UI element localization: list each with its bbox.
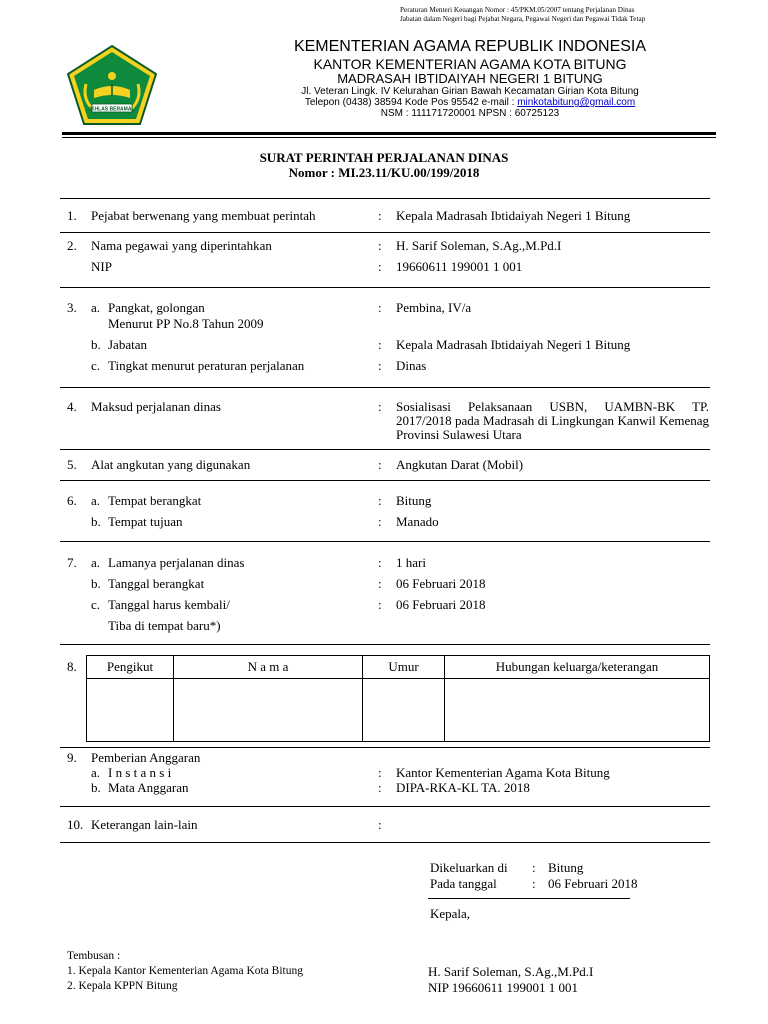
signer-name: H. Sarif Soleman, S.Ag.,M.Pd.I <box>428 964 594 979</box>
office-name: KANTOR KEMENTERIAN AGAMA KOTA BITUNG <box>313 56 627 72</box>
item-7b-prefix: b. <box>91 576 101 591</box>
phone-line <box>200 97 740 108</box>
item-3b-prefix: b. <box>91 337 101 352</box>
item-7a-colon: : <box>378 555 382 570</box>
signer-nip: NIP 19660611 199001 1 001 <box>428 980 578 995</box>
item-2-label: Nama pegawai yang diperintahkan <box>91 238 272 253</box>
item-7c-value: 06 Februari 2018 <box>396 597 486 612</box>
item-7c-colon: : <box>378 597 382 612</box>
row-line-4 <box>60 449 710 450</box>
item-10-label: Keterangan lain-lain <box>91 817 198 832</box>
item-6-number: 6. <box>67 493 77 508</box>
item-9-label: Pemberian Anggaran <box>91 750 201 765</box>
item-2-nip-value: 19660611 199001 1 001 <box>396 259 523 274</box>
logo-ribbon-text: IKHLAS BERAMAL <box>89 106 135 113</box>
row-line-7 <box>60 644 710 645</box>
cc-item-1: 1. Kepala Kantor Kementerian Agama Kota Bitung <box>67 965 303 977</box>
item-7a-prefix: a. <box>91 555 101 570</box>
item-4-number: 4. <box>67 399 77 414</box>
document-number: Nomor : MI.23.11/KU.00/199/2018 <box>288 165 480 180</box>
email-link[interactable]: minkotabitung@gmail.com <box>517 97 636 108</box>
issued-divider <box>428 898 630 899</box>
regulation-note <box>400 6 760 24</box>
item-6a-label: Tempat berangkat <box>108 493 202 508</box>
item-9b-colon: : <box>378 780 382 795</box>
item-3a-value: Pembina, IV/a <box>396 300 472 315</box>
followers-table <box>86 655 710 742</box>
item-9a-prefix: a. <box>91 765 101 780</box>
item-6b-value: Manado <box>396 514 439 529</box>
header-nama: N a m a <box>174 656 363 679</box>
item-2-nip-label: NIP <box>91 259 112 274</box>
row-line-top <box>60 198 710 199</box>
row-line-5 <box>60 480 710 481</box>
item-7c-label-2: Tiba di tempat baru*) <box>108 618 221 633</box>
cc-item-2: 2. Kepala KPPN Bitung <box>67 980 178 992</box>
item-7b-value: 06 Februari 2018 <box>396 576 486 591</box>
ministry-name: KEMENTERIAN AGAMA REPUBLIK INDONESIA <box>293 38 647 55</box>
item-3b-value: Kepala Madrasah Ibtidaiyah Negeri 1 Bitung <box>396 337 631 352</box>
item-1-colon: : <box>378 208 382 223</box>
item-2-colon: : <box>378 238 382 253</box>
issued-place-label: Dikeluarkan di <box>430 860 508 875</box>
item-6b-label: Tempat tujuan <box>108 514 183 529</box>
cc-title: Tembusan : <box>67 950 121 962</box>
item-3c-prefix: c. <box>91 358 101 373</box>
item-6b-prefix: b. <box>91 514 101 529</box>
item-9a-colon: : <box>378 765 382 780</box>
header-pengikut: Pengikut <box>87 656 174 679</box>
cell-hubungan <box>445 679 710 742</box>
row-line-10 <box>60 842 710 843</box>
item-9b-value: DIPA-RKA-KL TA. 2018 <box>396 780 530 795</box>
cell-nama <box>174 679 363 742</box>
item-1-label: Pejabat berwenang yang membuat perintah <box>91 208 316 223</box>
item-9-number: 9. <box>67 750 77 765</box>
item-8-number: 8. <box>67 659 77 674</box>
regulation-note-line-2: Jabatan dalam Negeri bagi Pejabat Negara, Pegawai Negeri dan Pegawai Tidak Tetap <box>400 15 646 23</box>
item-10-colon: : <box>378 817 382 832</box>
item-3c-label: Tingkat menurut peraturan perjalanan <box>108 358 305 373</box>
cell-umur <box>363 679 445 742</box>
item-3b-colon: : <box>378 337 382 352</box>
item-7a-label: Lamanya perjalanan dinas <box>108 555 245 570</box>
signer-role: Kepala, <box>430 906 471 921</box>
item-7-number: 7. <box>67 555 77 570</box>
item-6b-colon: : <box>378 514 382 529</box>
item-3c-colon: : <box>378 358 382 373</box>
issued-date-value: 06 Februari 2018 <box>548 876 638 891</box>
ministry-logo <box>64 44 160 128</box>
header-hubungan: Hubungan keluarga/keterangan <box>445 656 710 679</box>
item-4-colon: : <box>378 399 382 414</box>
row-line-6 <box>60 541 710 542</box>
address-line: Jl. Veteran Lingk. IV Kelurahan Girian Bawah Kecamatan Girian Kota Bitung <box>301 86 639 97</box>
issued-date-colon: : <box>532 876 536 891</box>
item-2-number: 2. <box>67 238 77 253</box>
item-7a-value: 1 hari <box>396 555 426 570</box>
item-7b-label: Tanggal berangkat <box>108 576 205 591</box>
item-5-colon: : <box>378 457 382 472</box>
item-3b-label: Jabatan <box>108 337 147 352</box>
cell-pengikut <box>87 679 174 742</box>
item-6a-value: Bitung <box>396 493 432 508</box>
item-3-number: 3. <box>67 300 77 315</box>
item-3a-colon: : <box>378 300 382 315</box>
item-3c-value: Dinas <box>396 358 427 373</box>
item-5-label: Alat angkutan yang digunakan <box>91 457 251 472</box>
item-7c-label: Tanggal harus kembali/ <box>108 597 230 612</box>
item-4-label: Maksud perjalanan dinas <box>91 399 221 414</box>
followers-empty-row <box>87 679 710 742</box>
contact-info <box>200 86 740 119</box>
item-1-number: 1. <box>67 208 77 223</box>
item-3a-label-2: Menurut PP No.8 Tahun 2009 <box>108 316 264 331</box>
item-9a-value: Kantor Kementerian Agama Kota Bitung <box>396 765 610 780</box>
item-7b-colon: : <box>378 576 382 591</box>
item-3a-prefix: a. <box>91 300 101 315</box>
row-line-1 <box>60 232 710 233</box>
header-rule-thick <box>62 132 716 135</box>
item-6a-prefix: a. <box>91 493 101 508</box>
row-line-8 <box>60 747 710 748</box>
item-9b-label: Mata Anggaran <box>108 780 189 795</box>
document-title: SURAT PERINTAH PERJALANAN DINAS <box>259 150 509 165</box>
item-3a-label: Pangkat, golongan <box>108 300 205 315</box>
phone-text: Telepon (0438) 38594 Kode Pos 95542 e-mail : <box>304 97 518 108</box>
item-7c-prefix: c. <box>91 597 101 612</box>
item-6a-colon: : <box>378 493 382 508</box>
item-4-value: Sosialisasi Pelaksanaan USBN, UAMBN-BK TP. 2017/2018 pada Madrasah di Lingkungan Kanwil Kemenag Provinsi Sulawesi Utara <box>396 399 709 442</box>
issued-place-value: Bitung <box>548 860 584 875</box>
header-umur: Umur <box>363 656 445 679</box>
ids-line: NSM : 111171720001 NPSN : 60725123 <box>380 108 560 119</box>
header-rule-thin <box>62 137 716 138</box>
row-line-9 <box>60 806 710 807</box>
school-name: MADRASAH IBTIDAIYAH NEGERI 1 BITUNG <box>337 71 603 86</box>
row-line-3 <box>60 387 710 388</box>
item-2-value: H. Sarif Soleman, S.Ag.,M.Pd.I <box>396 238 562 253</box>
item-5-number: 5. <box>67 457 77 472</box>
followers-header-row <box>87 656 710 679</box>
issued-place-colon: : <box>532 860 536 875</box>
issued-date-label: Pada tanggal <box>430 876 497 891</box>
item-1-value: Kepala Madrasah Ibtidaiyah Negeri 1 Bitung <box>396 208 631 223</box>
item-5-value: Angkutan Darat (Mobil) <box>396 457 524 472</box>
item-9a-label: I n s t a n s i <box>108 765 172 780</box>
item-9b-prefix: b. <box>91 780 101 795</box>
row-line-2 <box>60 287 710 288</box>
item-2-nip-colon: : <box>378 259 382 274</box>
regulation-note-line-1: Peraturan Menteri Keuangan Nomor : 45/PKM.05/2007 tentang Perjalanan Dinas <box>400 6 635 14</box>
item-10-number: 10. <box>67 817 84 832</box>
